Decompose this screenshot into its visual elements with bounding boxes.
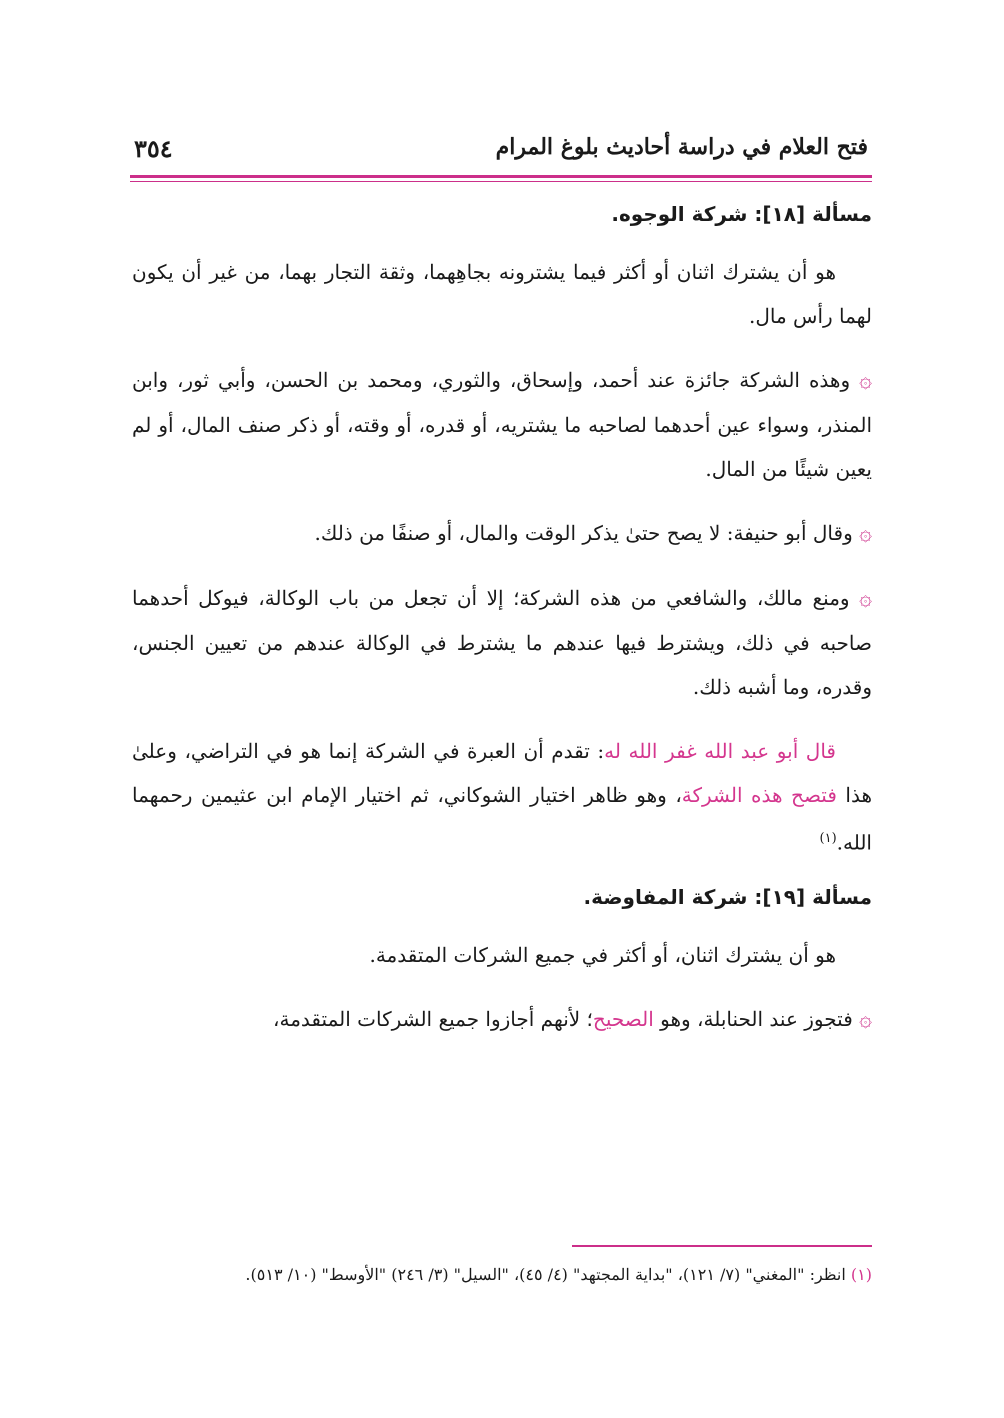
section-heading-18: مسألة [١٨]: شركة الوجوه.: [611, 202, 872, 226]
flower-bullet-icon: ۞: [859, 586, 872, 611]
paragraph-text: وهذه الشركة جائزة عند أحمد، وإسحاق، والثوري، ومحمد بن الحسن، وأبي ثور، وابن المنذر، وسواء عين أحدهما لصاحبه ما يشتريه، أو قدره، أو وقته، أو ذكر صنف المال، أو لم يعين شيئًا من المال.: [132, 368, 872, 481]
header-rule-thin: [130, 181, 872, 182]
footnote-text: انظر: "المغني" (٧/ ١٢١)، "بداية المجتهد" (٤/ ٤٥)، "السيل" (٣/ ٢٤٦) "الأوسط" (١٠/ ٥١٣).: [245, 1265, 851, 1284]
paragraph-definition-19: هو أن يشترك اثنان، أو أكثر في جميع الشركات المتقدمة.: [369, 942, 836, 967]
ruling-highlight: فتصح هذه الشركة: [681, 783, 837, 807]
paragraph-text: وقال أبو حنيفة: لا يصح حتىٰ يذكر الوقت والمال، أو صنفًا من ذلك.: [314, 521, 853, 545]
footnote-mark: (١): [850, 1265, 872, 1284]
paragraph-text: ومنع مالك، والشافعي من هذه الشركة؛ إلا أن تجعل من باب الوكالة، فيوكل أحدهما صاحبه في ذلك، ويشترط فيها عندهم ما يشترط في الوكالة عندهم من تعيين الجنس، وقدره، وما أشبه ذلك.: [132, 586, 872, 699]
paragraph-opinions-1: [132, 358, 872, 491]
paragraph-definition-18: هو أن يشترك اثنان أو أكثر فيما يشترونه بجاهِهما، وثقة التجار بهما، من غير أن يكون لهما رأس مال.: [132, 260, 872, 328]
book-title: فتح العلام في دراسة أحاديث بلوغ المرام: [495, 134, 868, 160]
footnote: [132, 1262, 872, 1288]
flower-bullet-icon: ۞: [859, 521, 872, 546]
flower-bullet-icon: ۞: [859, 368, 873, 393]
section-heading-19: مسألة [١٩]: شركة المفاوضة.: [583, 884, 872, 909]
page-body: [132, 192, 872, 1062]
paragraph-author-opinion: [132, 729, 872, 865]
paragraph-ruling-19: [132, 997, 872, 1042]
footnote-reference[interactable]: (١): [819, 831, 837, 846]
flower-bullet-icon: ۞: [859, 1006, 872, 1032]
paragraph-opinions-2: [132, 511, 872, 556]
ruling-highlight: الصحيح: [592, 1006, 654, 1031]
footnote-rule: [572, 1245, 872, 1247]
paragraph-text: ؛ لأنهم أجازوا جميع الشركات المتقدمة،: [273, 1006, 593, 1031]
paragraph-text: ، وهو ظاهر اختيار الشوكاني، ثم اختيار الإمام ابن عثيمين رحمهما الله.: [132, 783, 872, 855]
running-header: [130, 132, 872, 168]
paragraph-text: فتجوز عند الحنابلة، وهو: [653, 1006, 853, 1031]
header-rule-thick: [130, 175, 872, 178]
paragraph-text: : تقدم أن العبرة في الشركة إنما هو في التراضي، وعلىٰ هذا: [132, 739, 873, 807]
author-attribution: قال أبو عبد الله غفر الله له: [604, 739, 836, 763]
page-number: ٣٥٤: [134, 134, 173, 163]
paragraph-opinions-3: [132, 576, 872, 709]
